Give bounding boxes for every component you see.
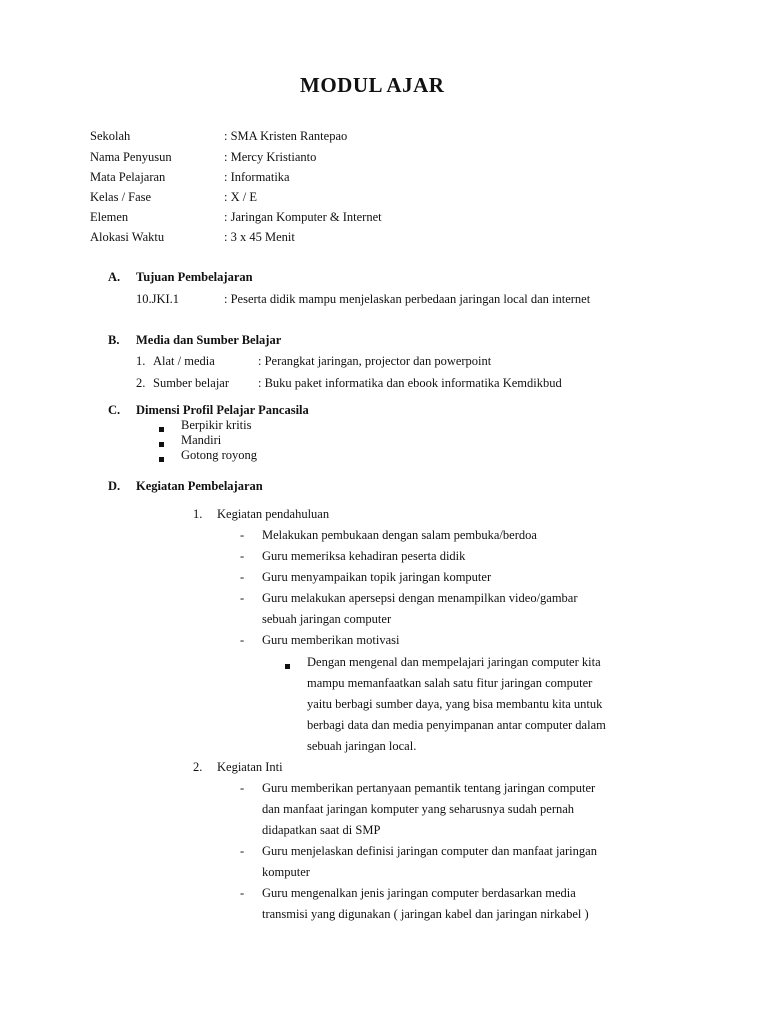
activity-title: Kegiatan Inti	[217, 760, 283, 774]
activity-line: transmisi yang digunakan ( jaringan kabel dan jaringan nirkabel )	[262, 907, 589, 921]
activity-line: Guru memberikan motivasi	[262, 633, 400, 647]
section-a-heading: Tujuan Pembelajaran	[136, 270, 253, 284]
objective-text: : Peserta didik mampu menjelaskan perbedaan jaringan local dan internet	[224, 292, 591, 306]
profile-item: Gotong royong	[181, 448, 258, 462]
identity-value: : Mercy Kristianto	[224, 150, 317, 164]
dash-bullet: -	[240, 570, 245, 584]
activity-line: dan manfaat jaringan komputer yang seharusnya sudah pernah	[262, 802, 575, 816]
activity-line: Guru menjelaskan definisi jaringan computer dan manfaat jaringan	[262, 844, 597, 858]
identity-label: Mata Pelajaran	[90, 170, 166, 184]
profile-item: Mandiri	[181, 433, 222, 447]
identity-value: : Jaringan Komputer & Internet	[224, 210, 382, 224]
media-item-label: Alat / media	[153, 354, 215, 368]
activity-line: Guru memberikan pertanyaan pemantik tentang jaringan computer	[262, 781, 596, 795]
media-item-value: : Perangkat jaringan, projector dan powerpoint	[258, 354, 492, 368]
activity-line: Guru menyampaikan topik jaringan komputer	[262, 570, 492, 584]
media-item-value: : Buku paket informatika dan ebook informatika Kemdikbud	[258, 376, 562, 390]
media-item-number: 2.	[136, 376, 146, 390]
dash-bullet: -	[240, 781, 245, 795]
dash-bullet: -	[240, 633, 245, 647]
activity-line: sebuah jaringan computer	[262, 612, 392, 626]
square-bullet-icon	[159, 437, 164, 450]
section-d-heading: Kegiatan Pembelajaran	[136, 479, 263, 493]
motivation-line: mampu memanfaatkan salah satu fitur jaringan computer	[307, 676, 593, 690]
section-d-letter: D.	[108, 479, 121, 493]
section-c-letter: C.	[108, 403, 121, 417]
dash-bullet: -	[240, 528, 245, 542]
identity-value: : X / E	[224, 190, 257, 204]
activity-line: Guru mengenalkan jenis jaringan computer berdasarkan media	[262, 886, 576, 900]
objective-code: 10.JKI.1	[136, 292, 180, 306]
activity-line: Guru memeriksa kehadiran peserta didik	[262, 549, 466, 563]
square-bullet-icon	[285, 659, 290, 672]
activity-number: 1.	[193, 507, 203, 521]
identity-value: : 3 x 45 Menit	[224, 230, 295, 244]
media-item-label: Sumber belajar	[153, 376, 230, 390]
activity-number: 2.	[193, 760, 203, 774]
square-bullet-icon	[159, 422, 164, 435]
dash-bullet: -	[240, 886, 245, 900]
dash-bullet: -	[240, 844, 245, 858]
dash-bullet: -	[240, 591, 245, 605]
section-c-heading: Dimensi Profil Pelajar Pancasila	[136, 403, 309, 417]
motivation-line: yaitu berbagi sumber daya, yang bisa membantu kita untuk	[307, 697, 603, 711]
section-b-letter: B.	[108, 333, 120, 347]
page-title: MODUL AJAR	[300, 73, 445, 97]
activity-line: Melakukan pembukaan dengan salam pembuka/berdoa	[262, 528, 537, 542]
identity-label: Sekolah	[90, 129, 131, 143]
identity-value: : Informatika	[224, 170, 290, 184]
activity-title: Kegiatan pendahuluan	[217, 507, 330, 521]
activity-line: didapatkan saat di SMP	[262, 823, 381, 837]
section-a-letter: A.	[108, 270, 121, 284]
dash-bullet: -	[240, 549, 245, 563]
motivation-line: sebuah jaringan local.	[307, 739, 417, 753]
media-item-number: 1.	[136, 354, 146, 368]
motivation-line: berbagi data dan media penyimpanan antar computer dalam	[307, 718, 606, 732]
square-bullet-icon	[159, 452, 164, 465]
section-b-heading: Media dan Sumber Belajar	[136, 333, 282, 347]
activity-line: komputer	[262, 865, 310, 879]
profile-item: Berpikir kritis	[181, 418, 252, 432]
identity-value: : SMA Kristen Rantepao	[224, 129, 348, 143]
activity-line: Guru melakukan apersepsi dengan menampilkan video/gambar	[262, 591, 578, 605]
identity-label: Elemen	[90, 210, 129, 224]
identity-label: Alokasi Waktu	[90, 230, 165, 244]
identity-label: Kelas / Fase	[90, 190, 152, 204]
motivation-line: Dengan mengenal dan mempelajari jaringan computer kita	[307, 655, 601, 669]
identity-label: Nama Penyusun	[90, 150, 172, 164]
